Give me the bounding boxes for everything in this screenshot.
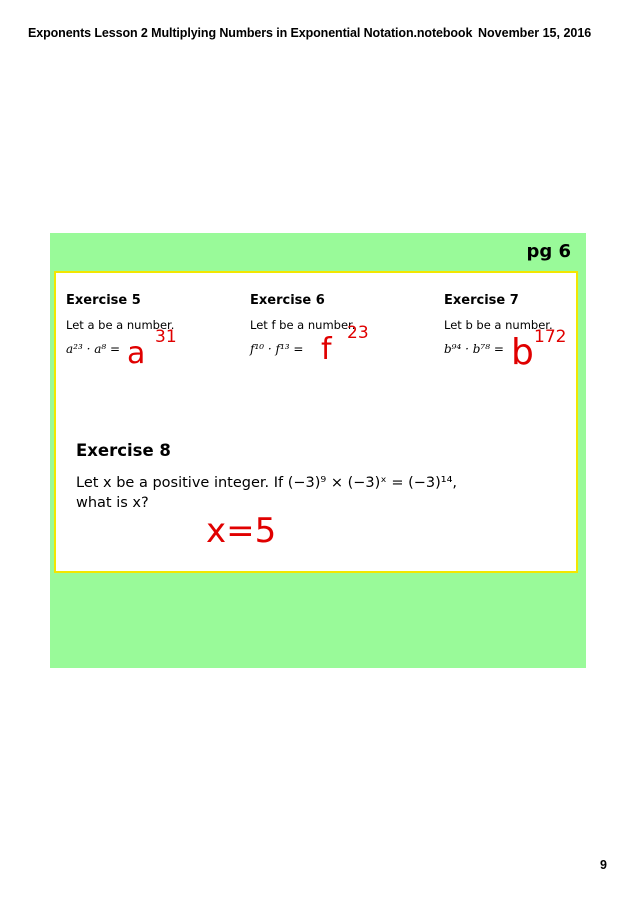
exercise-6 bbox=[250, 293, 420, 356]
statement-line: what is x? bbox=[76, 495, 149, 512]
handwritten-answer-base: f bbox=[321, 332, 332, 367]
exercise-expression: a²³ · a⁸ = bbox=[66, 342, 121, 356]
exercise-statement: Let f be a number. bbox=[250, 318, 356, 332]
handwritten-answer-base: b bbox=[511, 332, 534, 373]
exercise-expression: b⁹⁴ · b⁷⁸ = bbox=[444, 342, 504, 356]
document-title: Exponents Lesson 2 Multiplying Numbers in Exponential Notation.notebook bbox=[28, 26, 473, 40]
handwritten-answer-base: a bbox=[127, 336, 146, 371]
exercise-statement: Let b be a number. bbox=[444, 318, 553, 332]
handwritten-answer-exponent: 23 bbox=[347, 323, 369, 343]
exercise-8-title: Exercise 8 bbox=[76, 441, 171, 460]
exercise-statement: Let a be a number. bbox=[66, 318, 175, 332]
handwritten-answer-exponent: 172 bbox=[534, 327, 567, 347]
exercise-title: Exercise 5 bbox=[66, 293, 141, 308]
page-number: 9 bbox=[600, 858, 607, 872]
exercise-card bbox=[54, 271, 578, 573]
exercise-title: Exercise 7 bbox=[444, 293, 519, 308]
handwritten-answer: x=5 bbox=[206, 511, 277, 551]
exercise-5 bbox=[66, 293, 236, 356]
exercise-title: Exercise 6 bbox=[250, 293, 325, 308]
notebook-slide bbox=[50, 233, 586, 668]
handwritten-answer-exponent: 31 bbox=[155, 327, 177, 347]
exercise-expression: f¹⁰ · f¹³ = bbox=[250, 342, 304, 356]
page-label: pg 6 bbox=[526, 241, 571, 262]
document-date: November 15, 2016 bbox=[478, 26, 592, 40]
statement-line: Let x be a positive integer. If (−3)⁹ × (−3)ˣ = (−3)¹⁴, bbox=[76, 475, 458, 491]
exercise-8-statement bbox=[76, 473, 546, 514]
